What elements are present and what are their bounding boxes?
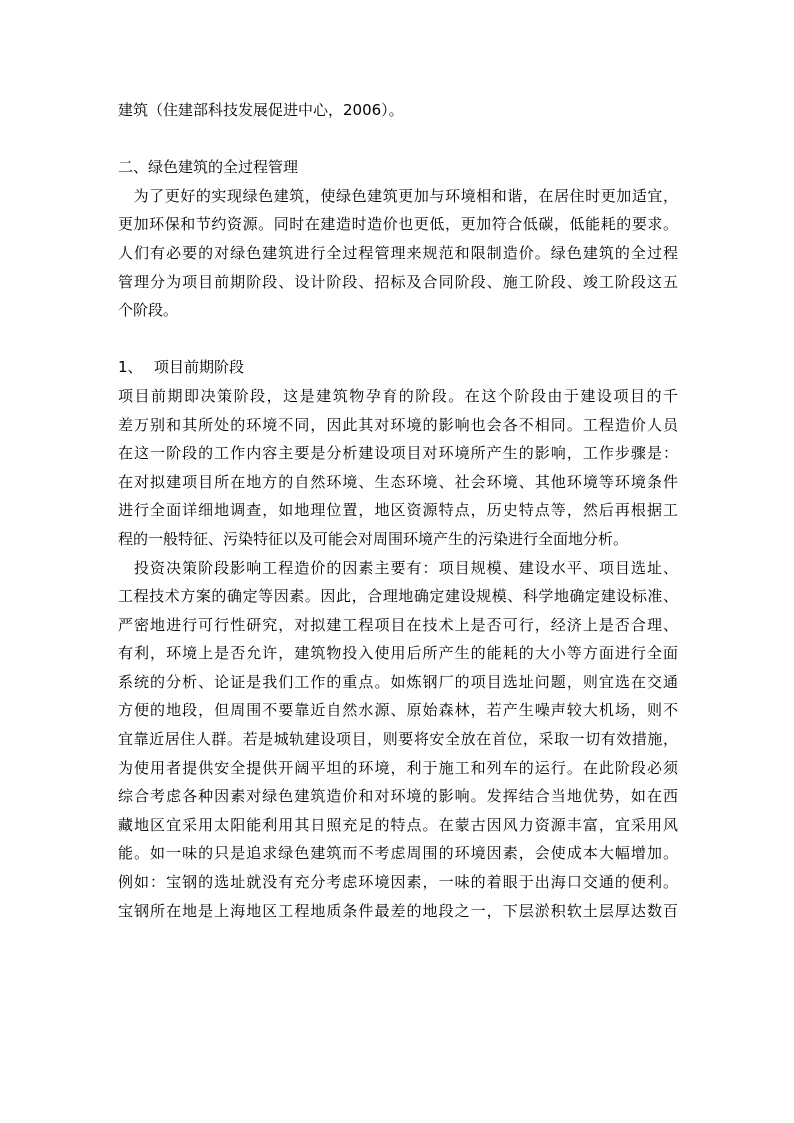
text-line: 有利，环境上是否允许，建筑物投入使用后所产生的能耗的大小等方面进行全面 bbox=[118, 644, 678, 663]
text-line: 工程技术方案的确定等因素。因此，合理地确定建设规模、科学地确定建设标准、 bbox=[118, 587, 678, 606]
text-line: 建筑（住建部科技发展促进中心，2006）。 bbox=[118, 101, 404, 119]
text-line: 在对拟建项目所在地方的自然环境、生态环境、社会环境、其他环境等环境条件 bbox=[118, 472, 678, 491]
text-line: 管理分为项目前期阶段、设计阶段、招标及合同阶段、施工阶段、竣工阶段这五 bbox=[118, 272, 678, 291]
text-line: 能。如一味的只是追求绿色建筑而不考虑周围的环境因素，会使成本大幅增加。 bbox=[118, 844, 678, 863]
text-line: 例如：宝钢的选址就没有充分考虑环境因素，一味的着眼于出海口交通的便利。 bbox=[118, 873, 678, 892]
text-line: 人们有必要的对绿色建筑进行全过程管理来规范和限制造价。绿色建筑的全过程 bbox=[118, 243, 678, 262]
text-line: 项目前期即决策阶段，这是建筑物孕育的阶段。在这个阶段由于建设项目的千 bbox=[118, 386, 678, 405]
text-line: 为了更好的实现绿色建筑，使绿色建筑更加与环境相和谐，在居住时更加适宜， bbox=[118, 186, 678, 205]
text-line: 在这一阶段的工作内容主要是分析建设项目对环境所产生的影响，工作步骤是： bbox=[118, 444, 678, 463]
text-line: 系统的分析、论证是我们工作的重点。如炼钢厂的项目选址问题，则宜选在交通 bbox=[118, 672, 678, 691]
subsection-number: 1、 bbox=[118, 358, 143, 377]
text-line: 宜靠近居住人群。若是城轨建设项目，则要将安全放在首位，采取一切有效措施， bbox=[118, 730, 678, 749]
text-line: 藏地区宜采用太阳能利用其日照充足的特点。在蒙古因风力资源丰富，宜采用风 bbox=[118, 815, 678, 834]
text-line: 综合考虑各种因素对绿色建筑造价和对环境的影响。发挥结合当地优势，如在西 bbox=[118, 787, 678, 806]
text-line: 宝钢所在地是上海地区工程地质条件最差的地段之一，下层淤积软土层厚达数百 bbox=[118, 901, 678, 920]
paragraph-continuation bbox=[118, 96, 678, 125]
blank-line bbox=[118, 325, 678, 354]
blank-line bbox=[118, 125, 678, 154]
section-heading: 二、绿色建筑的全过程管理 bbox=[118, 158, 299, 177]
text-line: 投资决策阶段影响工程造价的因素主要有：项目规模、建设水平、项目选址、 bbox=[118, 558, 678, 577]
text-line: 方便的地段，但周围不要靠近自然水源、原始森林，若产生噪声较大机场，则不 bbox=[118, 701, 678, 720]
paragraph-decision-stage bbox=[118, 382, 678, 554]
document-body bbox=[118, 96, 678, 925]
text-line: 为使用者提供安全提供开阔平坦的环境，利于施工和列车的运行。在此阶段必须 bbox=[118, 758, 678, 777]
subsection-heading bbox=[118, 353, 678, 382]
text-line: 差万别和其所处的环境不同，因此其对环境的影响也会各不相同。工程造价人员 bbox=[118, 415, 678, 434]
paragraph-investment-factors bbox=[118, 554, 678, 926]
text-line: 个阶段。 bbox=[118, 301, 179, 320]
text-line: 更加环保和节约资源。同时在建造时造价也更低，更加符合低碳，低能耗的要求。 bbox=[118, 215, 678, 234]
text-line: 严密地进行可行性研究，对拟建工程项目在技术上是否可行，经济上是否合理、 bbox=[118, 615, 678, 634]
text-line: 进行全面详细地调查，如地理位置，地区资源特点，历史特点等，然后再根据工 bbox=[118, 501, 678, 520]
text-line: 程的一般特征、污染特征以及可能会对周围环境产生的污染进行全面地分析。 bbox=[118, 529, 629, 548]
paragraph-intro bbox=[118, 182, 678, 325]
subsection-title: 项目前期阶段 bbox=[154, 358, 245, 377]
